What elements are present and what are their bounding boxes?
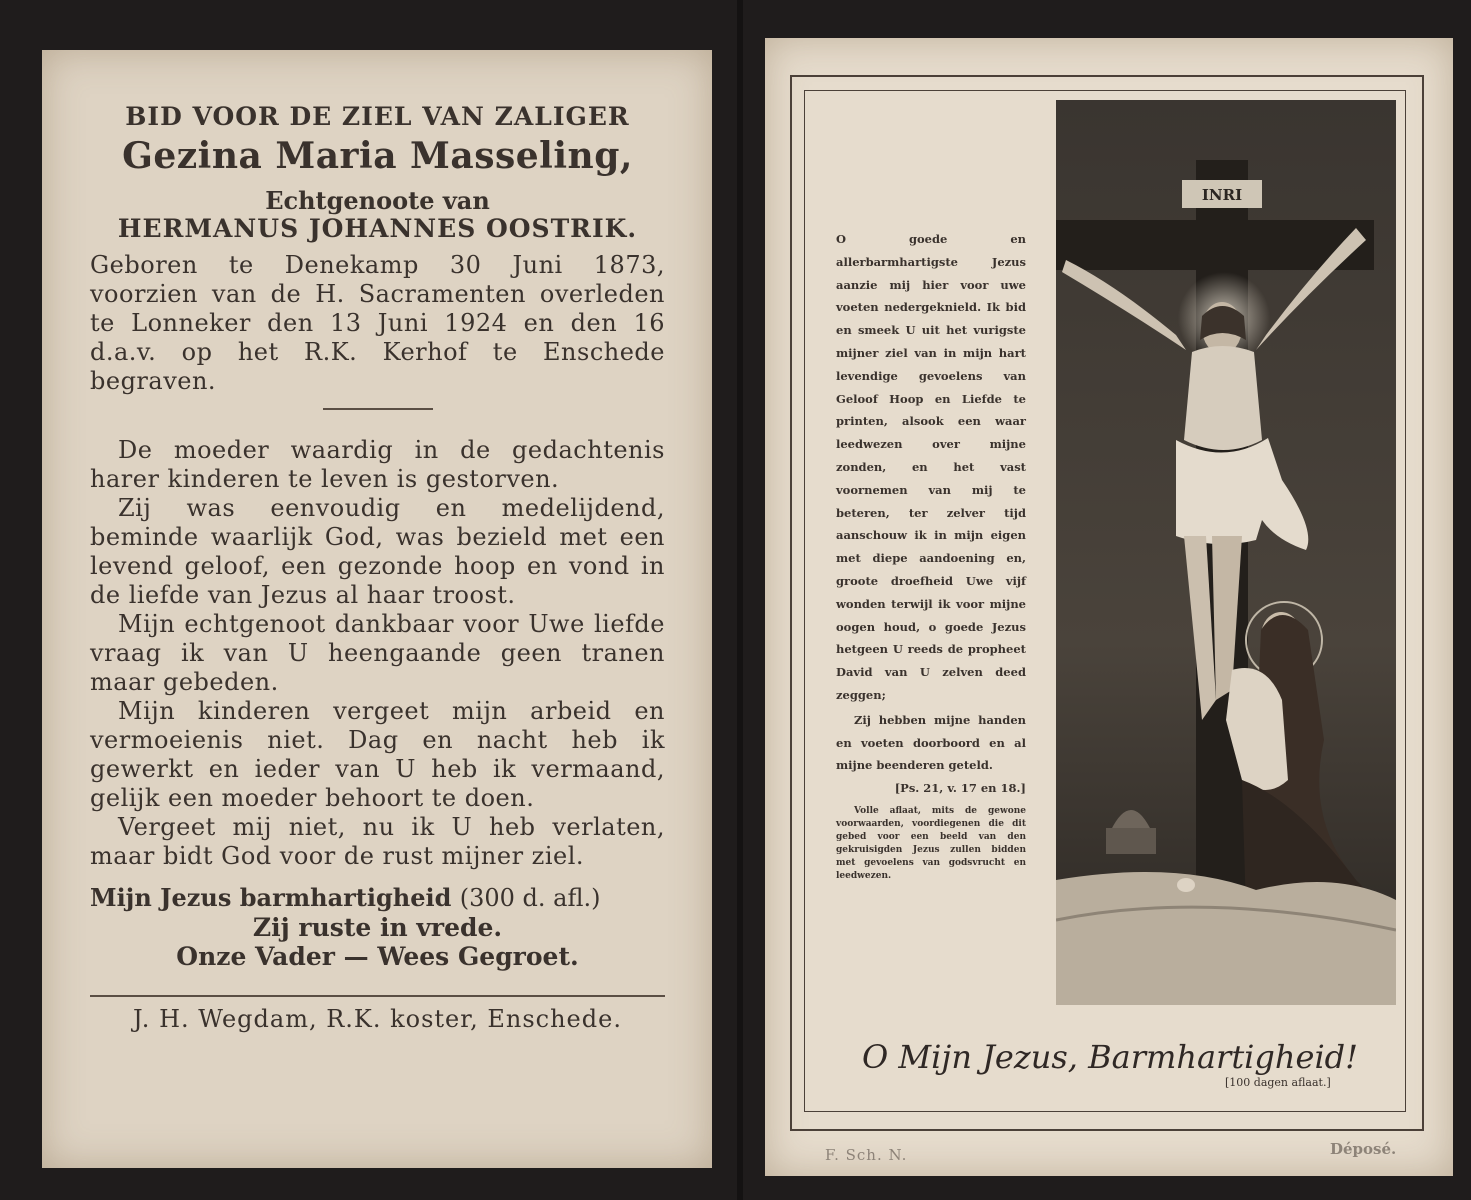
skull: [1177, 878, 1195, 892]
psalm-reference: [Ps. 21, v. 17 en 18.]: [894, 781, 1026, 796]
spouse-label: Echtgenoote van: [265, 186, 490, 215]
publisher-mark: F. Sch. N.: [825, 1146, 908, 1164]
left-text-block: [90, 102, 665, 1033]
paragraph: De moeder waardig in de gedachtenis harer kinderen te leven is gestorven.: [90, 436, 665, 493]
caption-indulgence-note: [100 dagen aflaat.]: [1225, 1076, 1331, 1089]
distant-building: [1106, 828, 1156, 854]
christ-torso: [1184, 346, 1262, 450]
printer-credit: J. H. Wegdam, R.K. koster, Enschede.: [133, 1005, 622, 1033]
paragraph: Mijn echtgenoot dankbaar voor Uwe liefde vraag ik van U heengaande geen tranen maar gebeden.: [90, 610, 665, 696]
ground: [1056, 872, 1396, 1005]
image-caption: O Mijn Jezus, Barmhartigheid!: [861, 1038, 1359, 1076]
spouse-name: HERMANUS JOHANNES OOSTRIK.: [117, 214, 638, 243]
paragraph: Zij was eenvoudig en medelijdend, beminde waarlijk God, was bezield met een levend geloof, een gezonde hoop en vond in de liefde van Jezus al haar troost.: [90, 494, 665, 609]
paragraph: Mijn kinderen vergeet mijn arbeid en vermoeienis niet. Dag en nacht heb ik gewerkt en ieder van U heb ik vermaand, gelijk een moeder behoort te doen.: [90, 697, 665, 812]
crucifixion-image: [1056, 100, 1396, 1005]
paragraph: Vergeet mij niet, nu ik U heb verlaten, maar bidt God voor de rust mijner ziel.: [90, 813, 665, 870]
prayer-text: O goede en allerbarmhartigste Jezus aanzie mij hier voor uwe voeten nedergeknield. Ik bid en smeek U uit het vurigste mijner ziel van in mijn hart levendige gevoelens van Geloof Hoop en Liefde te printen, alsook een waar leedwezen over mijne zonden, en het vast voornemen van mij te beteren, ter zelver tijd aanschouw ik in mijn eigen met diepe aandoening en, groote droefheid Uwe vijf wonden terwijl ik voor mijne oogen houd, o goede Jezus hetgeen U reeds de propheet David van U zelven deed zeggen;: [836, 232, 1026, 702]
deceased-name: Gezina Maria Masseling,: [122, 135, 633, 177]
short-prayer-indulgence: (300 d. afl.): [459, 884, 601, 912]
card-fold: [737, 0, 743, 1200]
closing-prayers: Onze Vader — Wees Gegroet.: [176, 942, 579, 971]
prayer-block: [836, 228, 1026, 883]
prayer-heading: BID VOOR DE ZIEL VAN ZALIGER: [125, 102, 630, 131]
section-divider: [323, 408, 433, 410]
footer-divider: [90, 995, 665, 997]
short-prayer-text: Mijn Jezus barmhartigheid: [90, 883, 452, 912]
rest-in-peace: Zij ruste in vrede.: [252, 913, 503, 942]
inri-label: INRI: [1201, 186, 1243, 204]
psalm-quote: Zij hebben mijne handen en voeten doorboord en al mijne beenderen geteld.: [836, 712, 1026, 773]
biography: Geboren te Denekamp 30 Juni 1873, voorzien van de H. Sacramenten overleden te Lonneker den 13 Juni 1924 en den 16 d.a.v. op het R.K. Kerhof te Enschede begraven.: [90, 251, 665, 395]
short-prayer: [90, 883, 665, 913]
indulgence-note: Volle aflaat, mits de gewone voorwaarden, voordiegenen die dit gebed voor een beeld van den gekruisigden Jezus zullen bidden met gevoelens van godsvrucht en leedwezen.: [836, 806, 1026, 882]
deposit-mark: Déposé.: [1330, 1140, 1397, 1158]
